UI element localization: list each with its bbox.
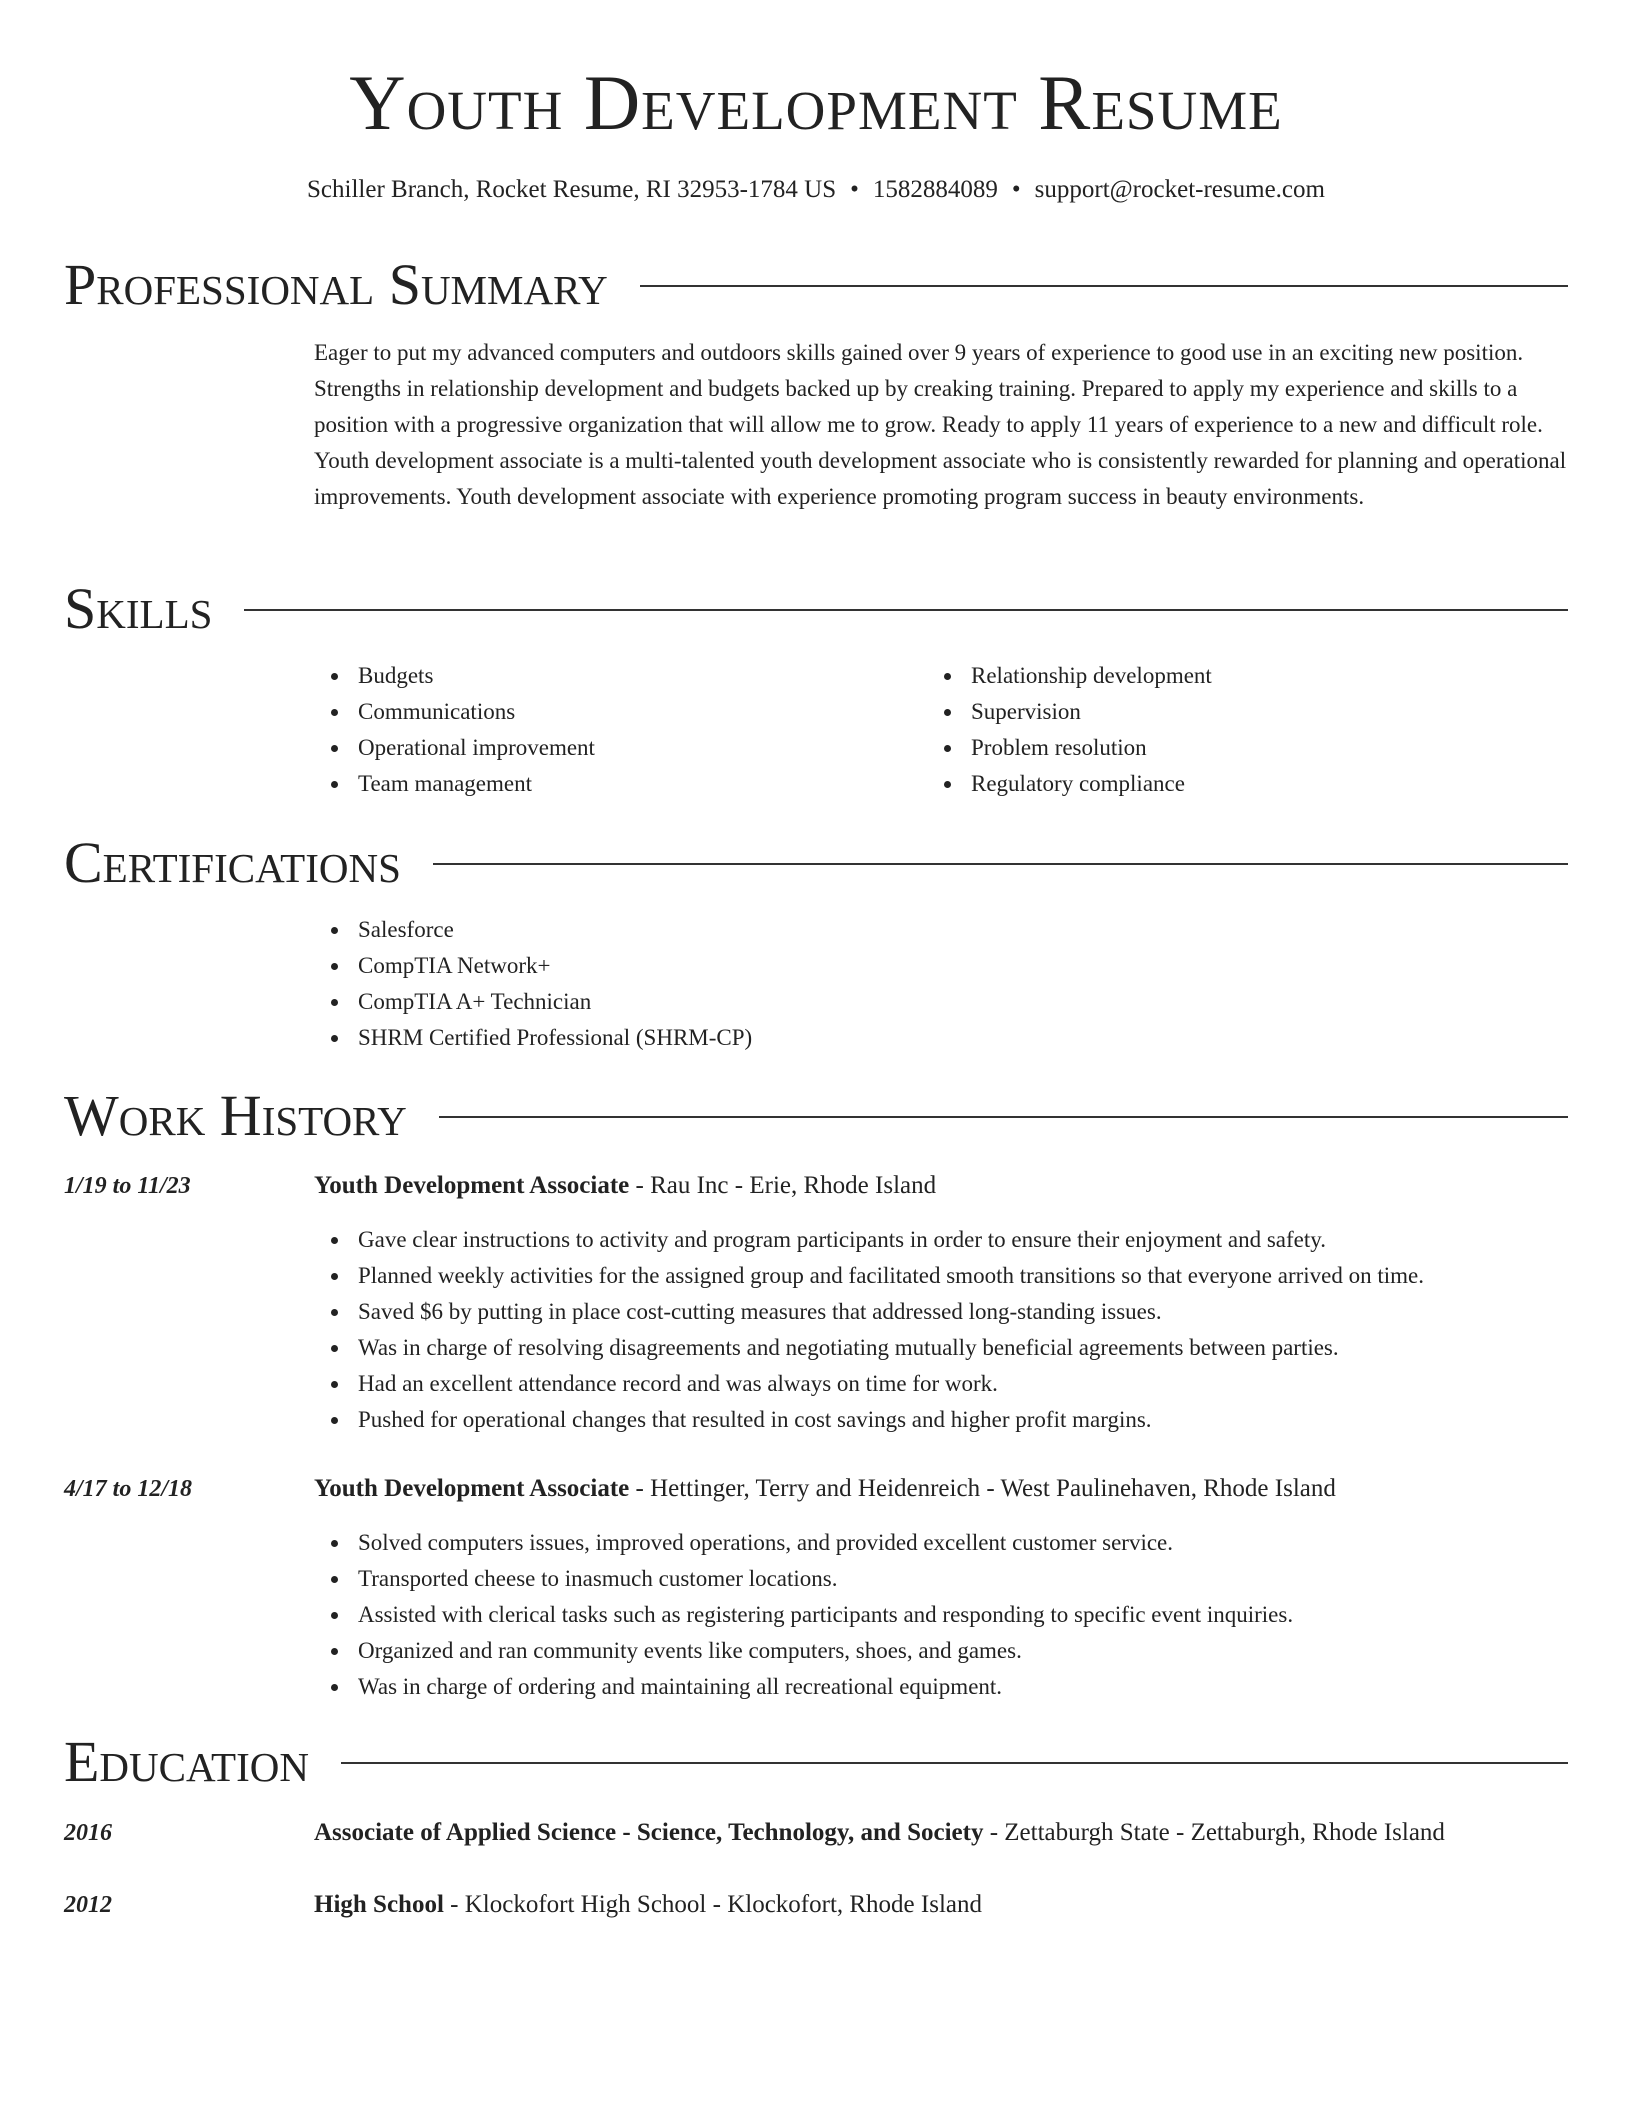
section-divider [433,863,1568,865]
contact-separator: • [850,176,859,203]
job-duties-list [314,1525,1574,1705]
job-duty-item: Was in charge of ordering and maintaining all recreational equipment. [314,1669,1574,1705]
summary-heading: Professional Summary [64,252,608,317]
summary-text: Eager to put my advanced computers and outdoors skills gained over 9 years of experience to good use in an exciting new position. Strengths in relationship development and budgets backed up by creaking training. Prepared to apply my experience and skills to a position with a progressive organization that will allow me to grow. Ready to apply 11 years of experience to a new and difficult role. Youth development associate is a multi-talented youth development associate who is consistently rewarded for planning and operational improvements. Youth development associate with experience promoting program success in beauty environments. [314,340,1567,509]
skills-list-right [927,658,1567,802]
section-divider [439,1116,1568,1118]
skill-item: Budgets [314,658,914,694]
job-title-line [314,1471,1574,1507]
job-duty-item: Assisted with clerical tasks such as registering participants and responding to specific event inquiries. [314,1597,1574,1633]
section-divider [640,285,1568,287]
contact-phone: 1582884089 [872,176,998,203]
job-duty-item: Transported cheese to inasmuch customer locations. [314,1561,1574,1597]
education-heading: Education [64,1729,309,1794]
job-duties [314,1222,1574,1438]
education-section-heading [64,1731,1568,1793]
section-divider [341,1762,1568,1764]
education-year: 2012 [64,1892,112,1918]
education-entry [314,1887,1574,1923]
skill-item: Regulatory compliance [927,766,1567,802]
job-title-line [314,1168,1574,1204]
job-duty-item: Had an excellent attendance record and was always on time for work. [314,1366,1574,1402]
job-duty-item: Gave clear instructions to activity and program participants in order to ensure their enjoyment and safety. [314,1222,1574,1258]
certification-item: CompTIA Network+ [314,948,1568,984]
contact-email: support@rocket-resume.com [1034,176,1325,203]
skill-item: Supervision [927,694,1567,730]
certifications-heading: Certifications [64,830,401,895]
job-title: Youth Development Associate [314,1475,630,1502]
job-duty-item: Pushed for operational changes that resulted in cost savings and higher profit margins. [314,1402,1574,1438]
education-entry [314,1815,1574,1851]
education-degree: Associate of Applied Science - Science, Technology, and Society [314,1819,984,1846]
contact-address: Schiller Branch, Rocket Resume, RI 32953-1784 US [307,176,837,203]
education-degree: High School [314,1891,444,1918]
summary-section-heading [64,254,1568,316]
job-duty-item: Was in charge of resolving disagreements and negotiating mutually beneficial agreements between parties. [314,1330,1574,1366]
job-duty-item: Solved computers issues, improved operations, and provided excellent customer service. [314,1525,1574,1561]
education-school: - Zettaburgh State - Zettaburgh, Rhode Island [983,1819,1445,1846]
skill-item: Relationship development [927,658,1567,694]
certification-item: SHRM Certified Professional (SHRM-CP) [314,1020,1568,1056]
job-duty-item: Organized and ran community events like computers, shoes, and games. [314,1633,1574,1669]
certifications-section-heading [64,832,1568,894]
certifications-column [314,912,1568,1056]
skill-item: Problem resolution [927,730,1567,766]
job-duty-item: Planned weekly activities for the assigned group and facilitated smooth transitions so that everyone arrived on time. [314,1258,1574,1294]
job-dates: 4/17 to 12/18 [64,1476,193,1502]
job-employer: - Rau Inc - Erie, Rhode Island [629,1172,937,1199]
skill-item: Team management [314,766,914,802]
job-title: Youth Development Associate [314,1172,630,1199]
skill-item: Communications [314,694,914,730]
contact-line [0,175,1632,205]
section-divider [244,609,1568,611]
skills-column-right [927,658,1567,802]
skills-section-heading [64,578,1568,640]
education-year: 2016 [64,1820,112,1846]
job-duties [314,1525,1574,1705]
certification-item: Salesforce [314,912,1568,948]
education-school: - Klockofort High School - Klockofort, Rhode Island [443,1891,983,1918]
resume-title: Youth Development Resume [349,59,1283,146]
job-duty-item: Saved $6 by putting in place cost-cutting measures that addressed long-standing issues. [314,1294,1574,1330]
contact-separator: • [1011,176,1021,203]
skills-column-left [314,658,914,802]
skill-item: Operational improvement [314,730,914,766]
skills-heading: Skills [64,576,213,641]
certification-item: CompTIA A+ Technician [314,984,1568,1020]
work-heading: Work History [64,1083,407,1148]
job-employer: - Hettinger, Terry and Heidenreich - West Paulinehaven, Rhode Island [629,1475,1336,1502]
work-section-heading [64,1085,1568,1147]
skills-list-left [314,658,914,802]
job-duties-list [314,1222,1574,1438]
certifications-list [314,912,1568,1056]
job-dates: 1/19 to 11/23 [64,1173,191,1199]
